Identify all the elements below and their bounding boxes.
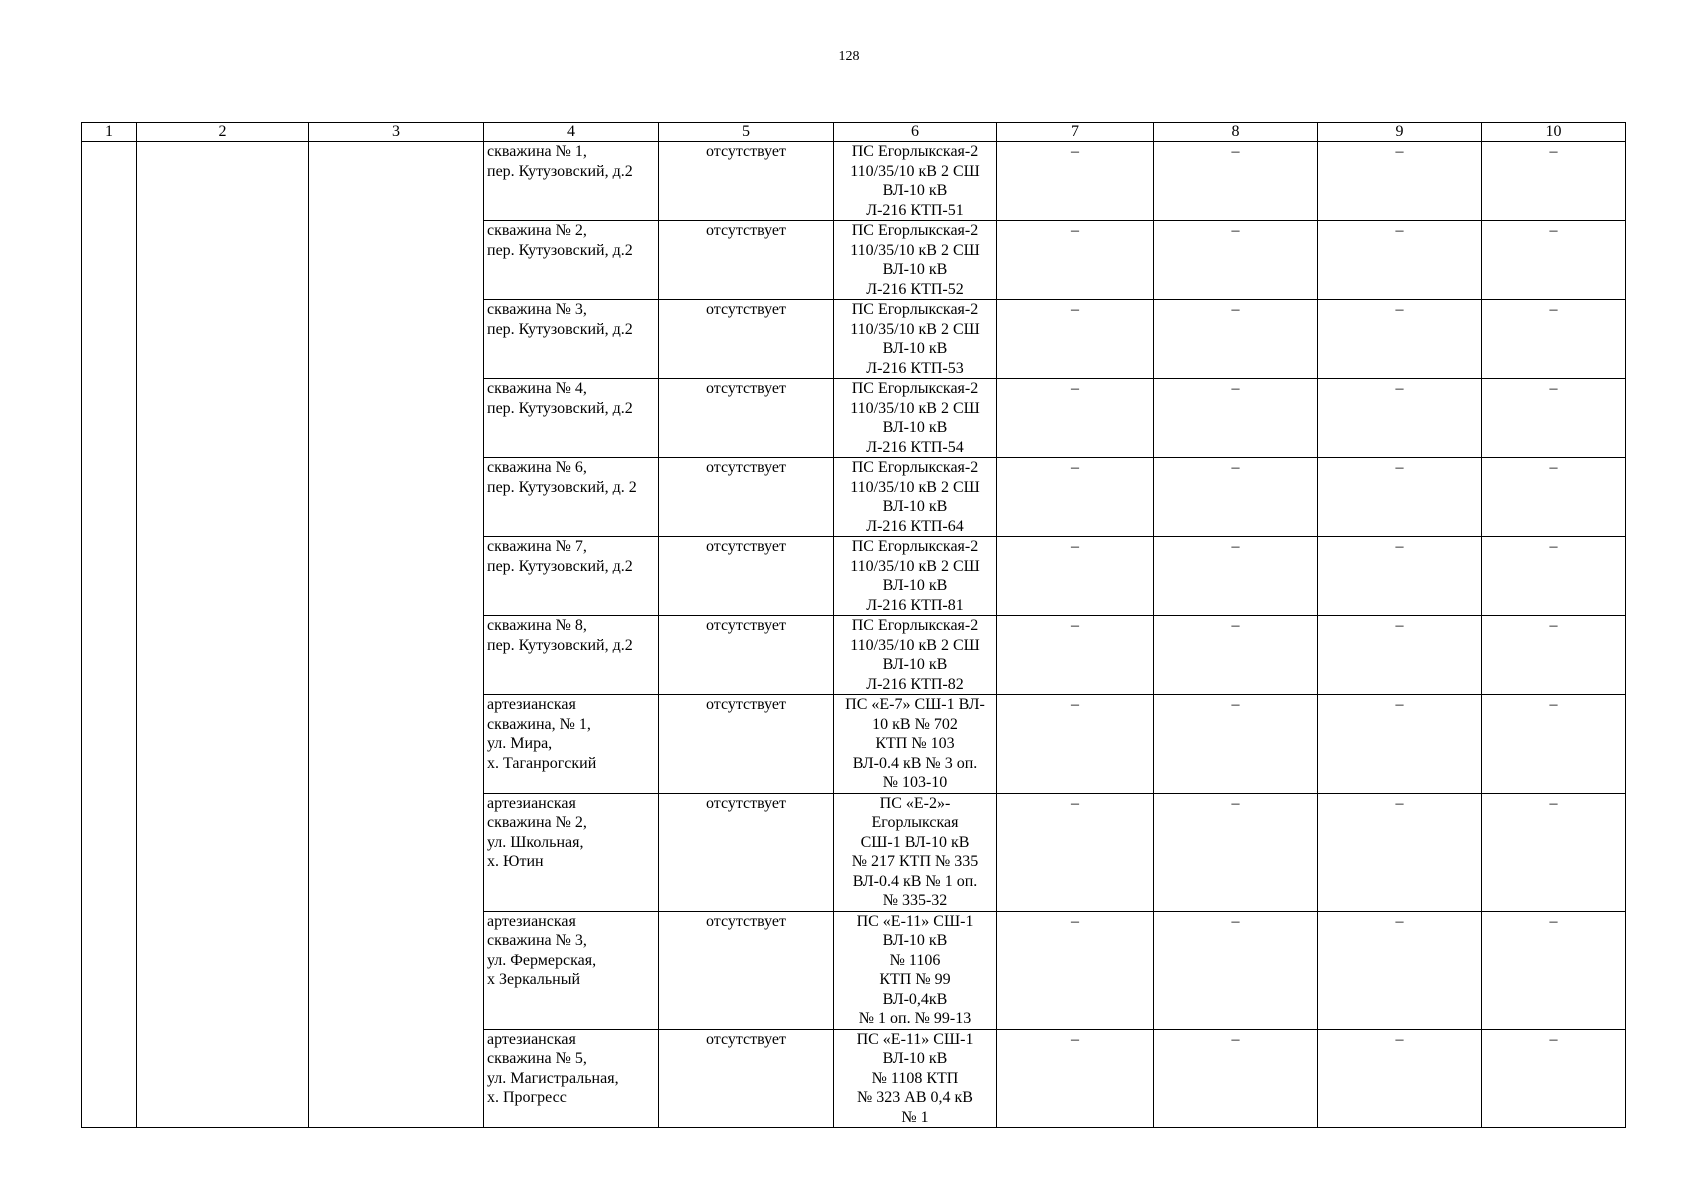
- col7-cell: –: [997, 537, 1154, 616]
- col7-cell: –: [997, 695, 1154, 794]
- power-supply-cell: ПС Егорлыкская-2 110/35/10 кВ 2 СШ ВЛ-10 кВ Л-216 КТП-51: [834, 142, 997, 221]
- column-header-1: 1: [82, 123, 137, 142]
- power-supply-cell: ПС Егорлыкская-2 110/35/10 кВ 2 СШ ВЛ-10 кВ Л-216 КТП-82: [834, 616, 997, 695]
- col7-cell: –: [997, 221, 1154, 300]
- col9-cell: –: [1318, 221, 1482, 300]
- cell-col3-merged: [309, 142, 484, 1128]
- col5-cell: отсутствует: [659, 221, 834, 300]
- col8-cell: –: [1154, 695, 1318, 794]
- col5-cell: отсутствует: [659, 616, 834, 695]
- object-cell: артезианская скважина № 5, ул. Магистральная, х. Прогресс: [484, 1029, 659, 1128]
- col9-cell: –: [1318, 537, 1482, 616]
- col5-cell: отсутствует: [659, 300, 834, 379]
- col7-cell: –: [997, 911, 1154, 1029]
- col8-cell: –: [1154, 458, 1318, 537]
- column-header-2: 2: [137, 123, 309, 142]
- col10-cell: –: [1482, 616, 1626, 695]
- data-table: [81, 122, 1626, 1128]
- col8-cell: –: [1154, 221, 1318, 300]
- object-cell: артезианская скважина № 2, ул. Школьная, х. Ютин: [484, 793, 659, 911]
- col8-cell: –: [1154, 537, 1318, 616]
- col5-cell: отсутствует: [659, 695, 834, 794]
- col9-cell: –: [1318, 1029, 1482, 1128]
- column-header-6: 6: [834, 123, 997, 142]
- col8-cell: –: [1154, 616, 1318, 695]
- object-cell: скважина № 8, пер. Кутузовский, д.2: [484, 616, 659, 695]
- col10-cell: –: [1482, 793, 1626, 911]
- col9-cell: –: [1318, 616, 1482, 695]
- object-cell: скважина № 3, пер. Кутузовский, д.2: [484, 300, 659, 379]
- cell-col2-merged: [137, 142, 309, 1128]
- column-header-10: 10: [1482, 123, 1626, 142]
- object-cell: скважина № 2, пер. Кутузовский, д.2: [484, 221, 659, 300]
- col10-cell: –: [1482, 911, 1626, 1029]
- col9-cell: –: [1318, 458, 1482, 537]
- col7-cell: –: [997, 616, 1154, 695]
- col9-cell: –: [1318, 911, 1482, 1029]
- col10-cell: –: [1482, 300, 1626, 379]
- col9-cell: –: [1318, 695, 1482, 794]
- col10-cell: –: [1482, 458, 1626, 537]
- col7-cell: –: [997, 458, 1154, 537]
- power-supply-cell: ПС Егорлыкская-2 110/35/10 кВ 2 СШ ВЛ-10 кВ Л-216 КТП-52: [834, 221, 997, 300]
- object-cell: артезианская скважина № 3, ул. Фермерская, х Зеркальный: [484, 911, 659, 1029]
- page-number: 128: [838, 49, 860, 64]
- power-supply-cell: ПС Егорлыкская-2 110/35/10 кВ 2 СШ ВЛ-10 кВ Л-216 КТП-53: [834, 300, 997, 379]
- col8-cell: –: [1154, 1029, 1318, 1128]
- power-supply-cell: ПС Егорлыкская-2 110/35/10 кВ 2 СШ ВЛ-10 кВ Л-216 КТП-54: [834, 379, 997, 458]
- col5-cell: отсутствует: [659, 142, 834, 221]
- object-cell: скважина № 1, пер. Кутузовский, д.2: [484, 142, 659, 221]
- col8-cell: –: [1154, 142, 1318, 221]
- col9-cell: –: [1318, 142, 1482, 221]
- power-supply-cell: ПС «Е-11» СШ-1 ВЛ-10 кВ № 1106 КТП № 99 ВЛ-0,4кВ № 1 оп. № 99-13: [834, 911, 997, 1029]
- table-row: [82, 142, 1626, 221]
- header-row: [82, 123, 1626, 142]
- col7-cell: –: [997, 793, 1154, 911]
- column-header-4: 4: [484, 123, 659, 142]
- col10-cell: –: [1482, 379, 1626, 458]
- object-cell: скважина № 7, пер. Кутузовский, д.2: [484, 537, 659, 616]
- col5-cell: отсутствует: [659, 458, 834, 537]
- column-header-3: 3: [309, 123, 484, 142]
- col10-cell: –: [1482, 142, 1626, 221]
- column-header-8: 8: [1154, 123, 1318, 142]
- power-supply-cell: ПС Егорлыкская-2 110/35/10 кВ 2 СШ ВЛ-10 кВ Л-216 КТП-64: [834, 458, 997, 537]
- power-supply-cell: ПС «Е-11» СШ-1 ВЛ-10 кВ № 1108 КТП № 323 АВ 0,4 кВ № 1: [834, 1029, 997, 1128]
- col9-cell: –: [1318, 300, 1482, 379]
- col7-cell: –: [997, 1029, 1154, 1128]
- col7-cell: –: [997, 142, 1154, 221]
- col5-cell: отсутствует: [659, 793, 834, 911]
- col8-cell: –: [1154, 793, 1318, 911]
- col10-cell: –: [1482, 695, 1626, 794]
- object-cell: артезианская скважина, № 1, ул. Мира, х. Таганрогский: [484, 695, 659, 794]
- col10-cell: –: [1482, 537, 1626, 616]
- power-supply-cell: ПС «Е-7» СШ-1 ВЛ- 10 кВ № 702 КТП № 103 ВЛ-0.4 кВ № 3 оп. № 103-10: [834, 695, 997, 794]
- col10-cell: –: [1482, 1029, 1626, 1128]
- col7-cell: –: [997, 300, 1154, 379]
- col5-cell: отсутствует: [659, 537, 834, 616]
- col5-cell: отсутствует: [659, 1029, 834, 1128]
- power-supply-cell: ПС «Е-2»- Егорлыкская СШ-1 ВЛ-10 кВ № 217 КТП № 335 ВЛ-0.4 кВ № 1 оп. № 335-32: [834, 793, 997, 911]
- col9-cell: –: [1318, 793, 1482, 911]
- column-header-7: 7: [997, 123, 1154, 142]
- col10-cell: –: [1482, 221, 1626, 300]
- col5-cell: отсутствует: [659, 379, 834, 458]
- column-header-5: 5: [659, 123, 834, 142]
- col7-cell: –: [997, 379, 1154, 458]
- column-header-9: 9: [1318, 123, 1482, 142]
- col8-cell: –: [1154, 300, 1318, 379]
- col5-cell: отсутствует: [659, 911, 834, 1029]
- object-cell: скважина № 4, пер. Кутузовский, д.2: [484, 379, 659, 458]
- col8-cell: –: [1154, 911, 1318, 1029]
- object-cell: скважина № 6, пер. Кутузовский, д. 2: [484, 458, 659, 537]
- power-supply-cell: ПС Егорлыкская-2 110/35/10 кВ 2 СШ ВЛ-10 кВ Л-216 КТП-81: [834, 537, 997, 616]
- cell-col1-merged: [82, 142, 137, 1128]
- col9-cell: –: [1318, 379, 1482, 458]
- col8-cell: –: [1154, 379, 1318, 458]
